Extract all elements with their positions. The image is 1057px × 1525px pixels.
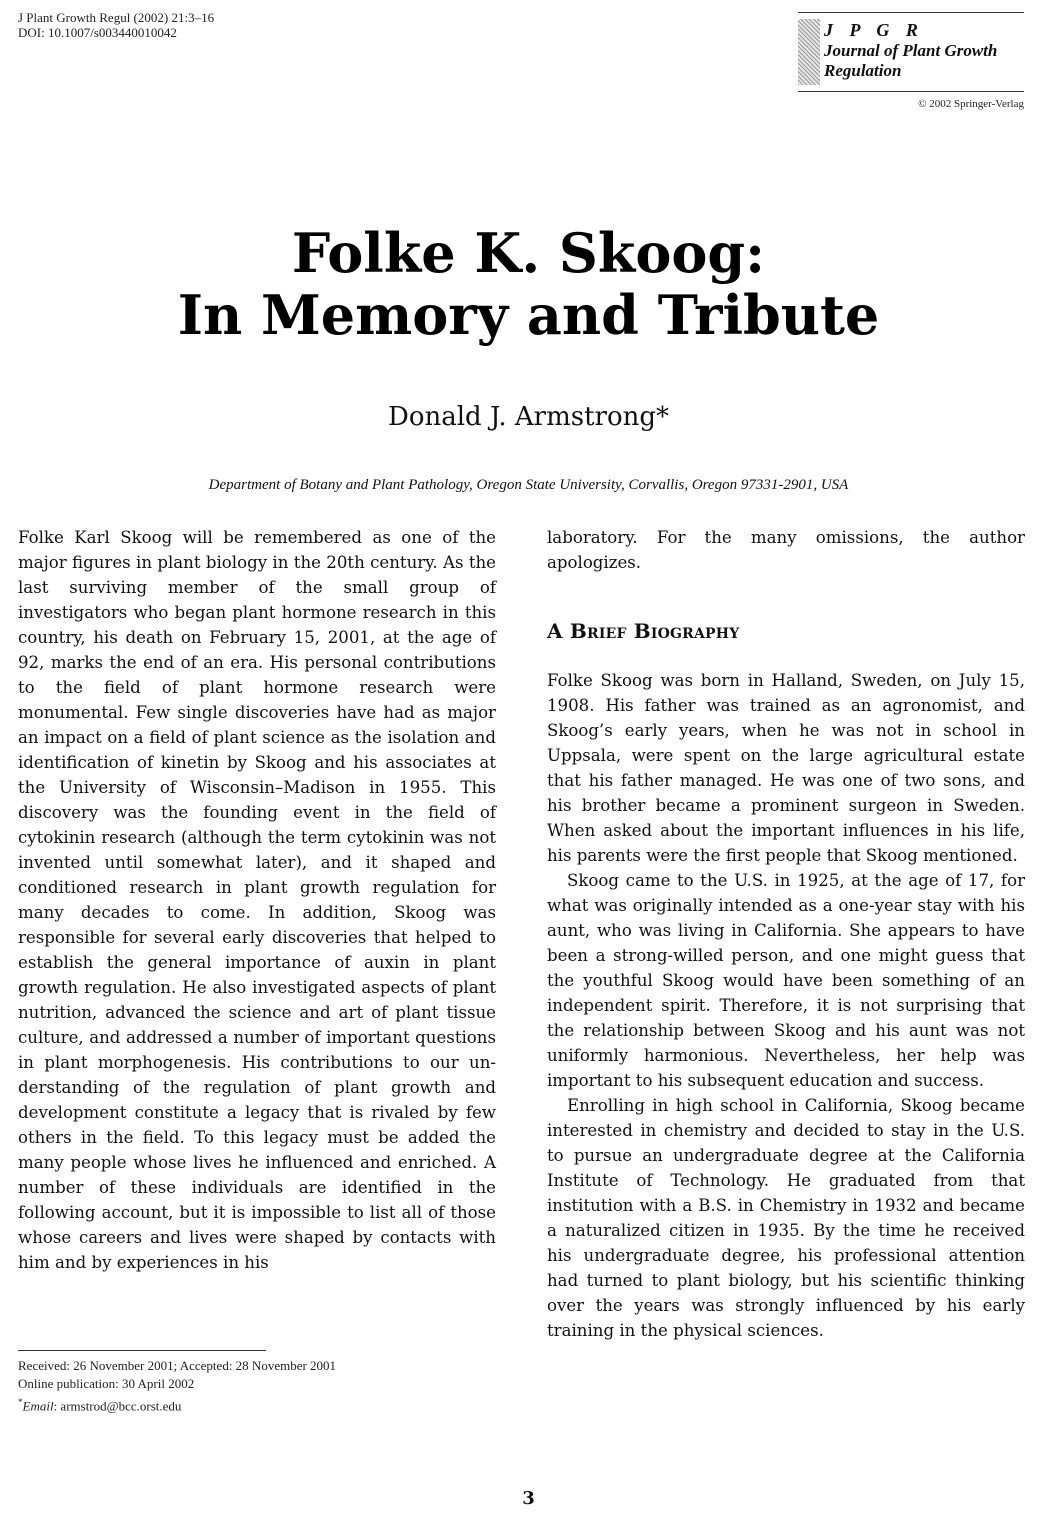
footnote-rule bbox=[18, 1350, 266, 1351]
copyright: © 2002 Springer-Verlag bbox=[918, 98, 1024, 110]
journal-logo bbox=[798, 19, 1024, 85]
page-number: 3 bbox=[522, 1488, 535, 1509]
journal-name-line2: Regulation bbox=[824, 61, 902, 80]
doi-line: DOI: 10.1007/s003440010042 bbox=[18, 25, 177, 40]
journal-top-rule bbox=[798, 12, 1024, 13]
intro-paragraph: Folke Karl Skoog will be remembered as one of the major figures in plant biology in the 20th century. As the last surviving member of the small group of investigators who began plant hormone research in this country, his death on February 15, 2001, at the age of 92, marks the end of an era. His personal contributions to the field of plant hormone research were monumental. Few single discoveries have had as major an impact on a field of plant science as the isolation and identification of kinetin by Skoog and his associates at the University of Wisconsin–Madison in 1955. This discovery was the founding event in the field of cytokinin research (although the term cytokinin was not invented until somewhat later), and it shaped and conditioned research in plant growth regulation for many decades to come. In addition, Skoog was responsible for several early discoveries that helped to establish the general importance of auxin in plant growth regulation. He also investigated aspects of plant nutrition, advanced the science and art of plant tissue culture, and addressed a number of important questions in plant morphogenesis. His contributions to our understanding of the regulation of plant growth and development constitute a legacy that is rivaled by few others in the field. To this legacy must be added the many people whose lives he influenced and enriched. A number of these individuals are identified in the following account, but it is impossible to list all of those whose careers and lives were shaped by contacts with him and by experiences in his bbox=[18, 528, 496, 1272]
citation-line: J Plant Growth Regul (2002) 21:3–16 bbox=[18, 10, 215, 25]
journal-bottom-rule bbox=[798, 91, 1024, 92]
article-title bbox=[0, 222, 1057, 346]
title-line2: In Memory and Tribute bbox=[177, 283, 880, 347]
footnote-star: * bbox=[18, 1397, 23, 1407]
journal-text bbox=[824, 19, 997, 81]
email-label: Email bbox=[22, 1398, 54, 1414]
right-column bbox=[547, 525, 1025, 1343]
email-address: : armstrod@bcc.orst.edu bbox=[53, 1398, 182, 1414]
online-note: Online publication: 30 April 2002 bbox=[18, 1376, 195, 1391]
left-column bbox=[18, 525, 496, 1275]
section-heading: A Brief Biography bbox=[547, 619, 740, 643]
journal-pattern-icon bbox=[798, 19, 820, 85]
affiliation: Department of Botany and Plant Pathology, Oregon State University, Corvallis, Oregon 97331-2901, USA bbox=[208, 477, 849, 493]
bio-paragraph: Skoog came to the U.S. in 1925, at the age of 17, for what was originally intended as a one-year stay with his aunt, who was living in California. She appears to have been a strong-willed person, and one might guess that the youthful Skoog would have been something of an independent spirit. Therefore, it is not surprising that the relationship between Skoog and his aunt was not uniformly harmonious. Nevertheless, her help was important to his subsequent education and success. bbox=[547, 871, 1025, 1090]
journal-name-line1: Journal of Plant Growth bbox=[824, 41, 998, 60]
citation-header bbox=[18, 10, 214, 40]
received-note: Received: 26 November 2001; Accepted: 28 November 2001 bbox=[18, 1358, 337, 1373]
title-line1: Folke K. Skoog: bbox=[291, 221, 766, 285]
bio-paragraph: Folke Skoog was born in Halland, Sweden, on July 15, 1908. His father was trained as an agronomist, and Skoog’s early years, when he was not in school in Uppsala, were spent on the large agricultural estate that his father managed. He was one of two sons, and his brother became a prominent surgeon in Sweden. When asked about the important influences in his life, his parents were the first people that Skoog mentioned. bbox=[547, 671, 1025, 865]
journal-logo-block bbox=[798, 12, 1024, 110]
journal-abbreviation: J P G R bbox=[824, 20, 924, 40]
intro-paragraph-continued: laboratory. For the many omissions, the author apologizes. bbox=[547, 528, 1025, 572]
bio-paragraph: Enrolling in high school in California, Skoog became interested in chemistry and decided to stay in the U.S. to pursue an undergraduate degree at the California Institute of Technology. He graduated from that institution with a B.S. in Chemistry in 1932 and became a naturalized citizen in 1935. By the time he received his undergraduate degree, his professional attention had turned to plant biology, but his scientific thinking over the years was strongly influenced by his early training in the physical sciences. bbox=[547, 1096, 1025, 1340]
footnotes bbox=[18, 1357, 336, 1415]
author: Donald J. Armstrong* bbox=[387, 402, 670, 432]
email-note bbox=[18, 1393, 336, 1415]
